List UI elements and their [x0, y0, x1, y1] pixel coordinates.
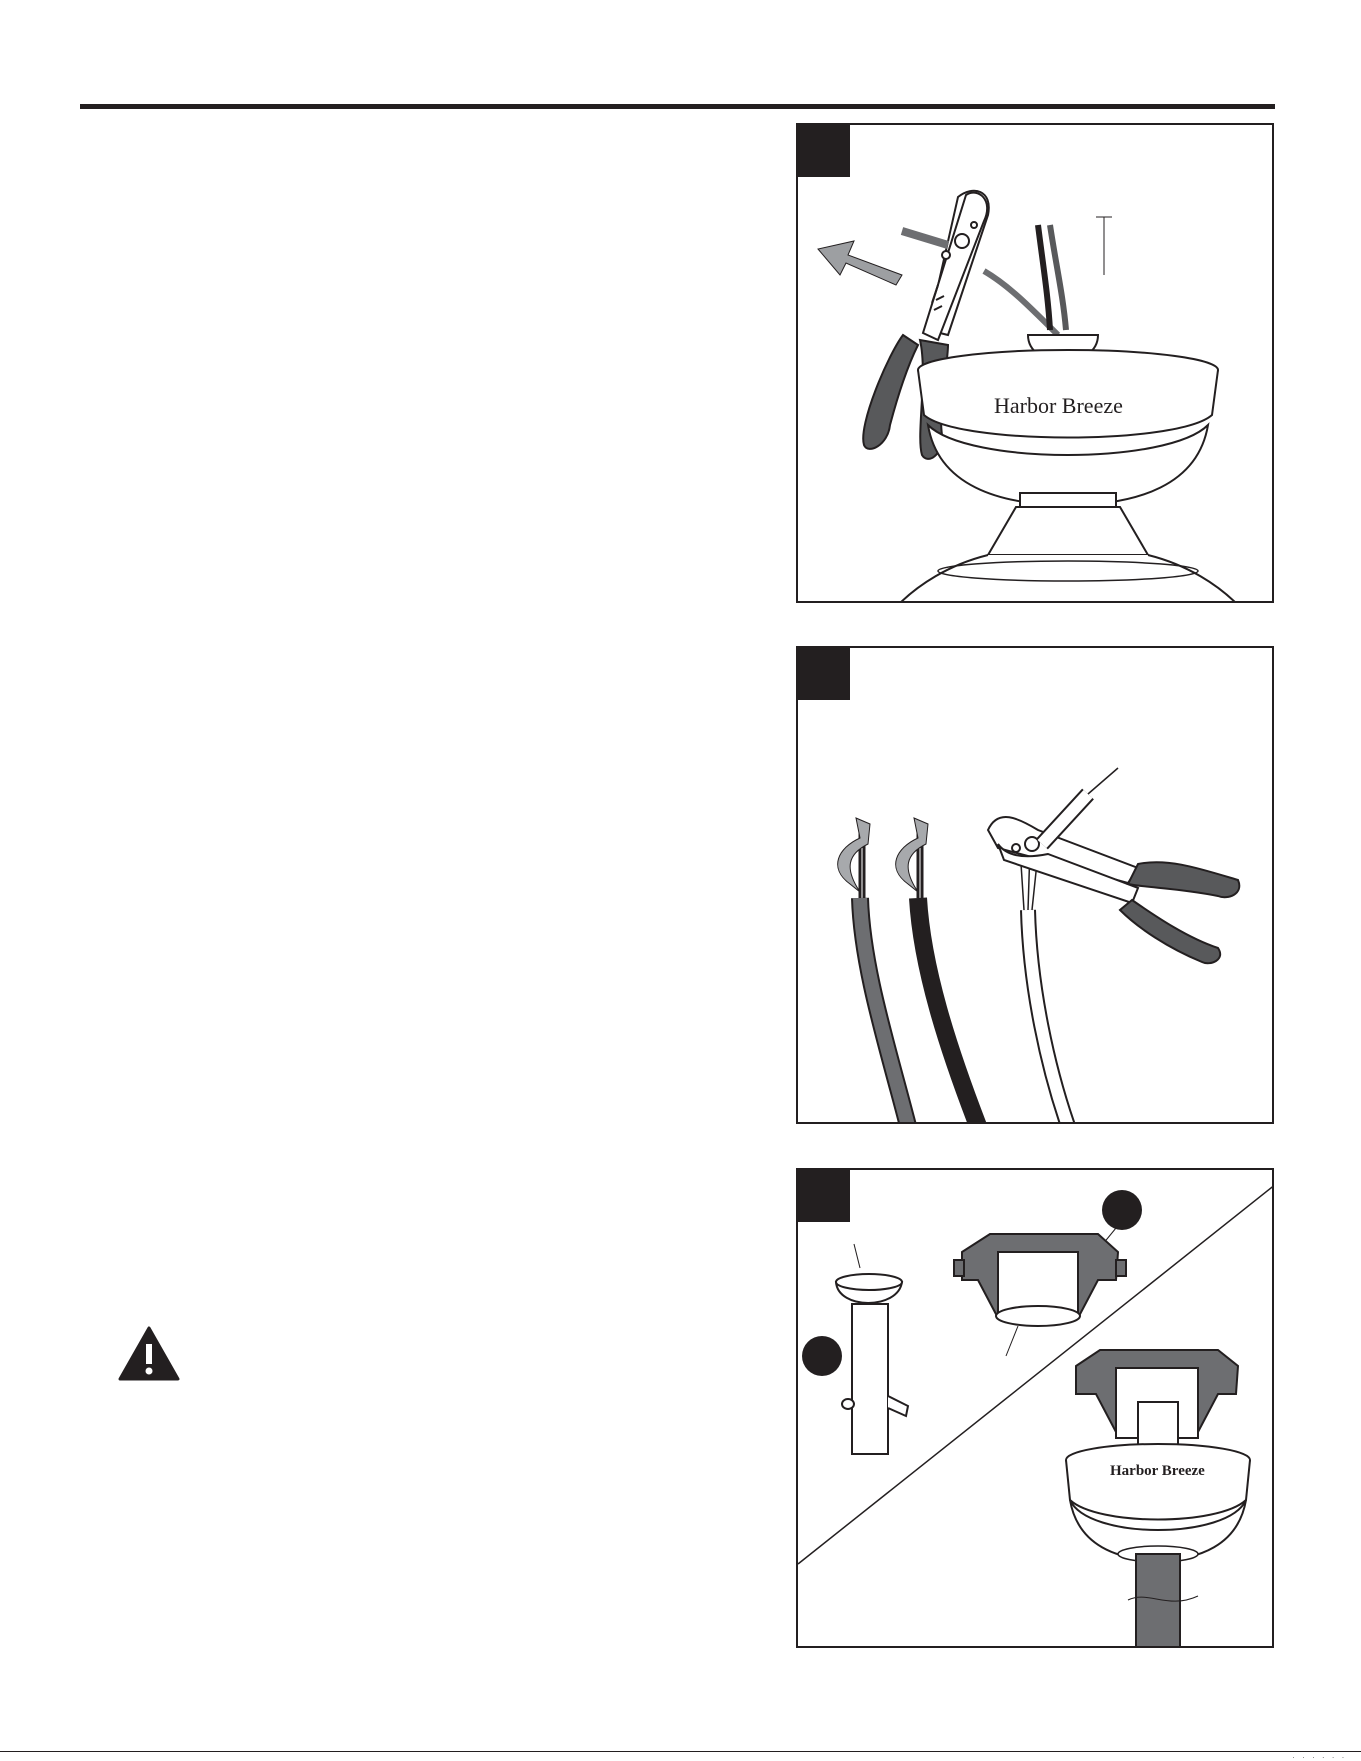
wire-stripper-tool	[923, 191, 989, 340]
illustration-strip-wires	[798, 648, 1274, 1124]
wire-red	[1050, 225, 1066, 330]
pliers-handle-top	[1128, 862, 1239, 897]
illustration-mount-bracket	[798, 1170, 1274, 1648]
pliers-handle-left	[863, 335, 918, 449]
coupler	[988, 507, 1148, 555]
wire-black	[918, 898, 978, 1124]
figure-panel-strip-wires	[796, 646, 1274, 1124]
mounting-bracket	[954, 1234, 1126, 1326]
callout-circle-b	[802, 1336, 842, 1376]
figure-panel-cut-wires	[796, 123, 1274, 603]
cut-wire-piece	[902, 231, 948, 245]
downrod-assembly	[836, 1274, 908, 1454]
brand-logo-text-small: Harbor Breeze	[1110, 1463, 1205, 1479]
pliers-handle-bottom	[1120, 900, 1220, 963]
header-rule	[80, 104, 1275, 109]
callout-circle-a	[1102, 1190, 1142, 1230]
illustration-cut-wires	[798, 125, 1274, 603]
figure-panel-mount-bracket	[796, 1168, 1274, 1648]
footer-rule	[0, 1751, 1361, 1752]
warning-triangle-icon	[118, 1326, 180, 1382]
assembled-bracket	[1076, 1350, 1238, 1454]
brand-logo-text: Harbor Breeze	[994, 393, 1123, 418]
direction-arrow	[818, 241, 902, 285]
footer-marks: . . . . . .	[1292, 1753, 1347, 1760]
